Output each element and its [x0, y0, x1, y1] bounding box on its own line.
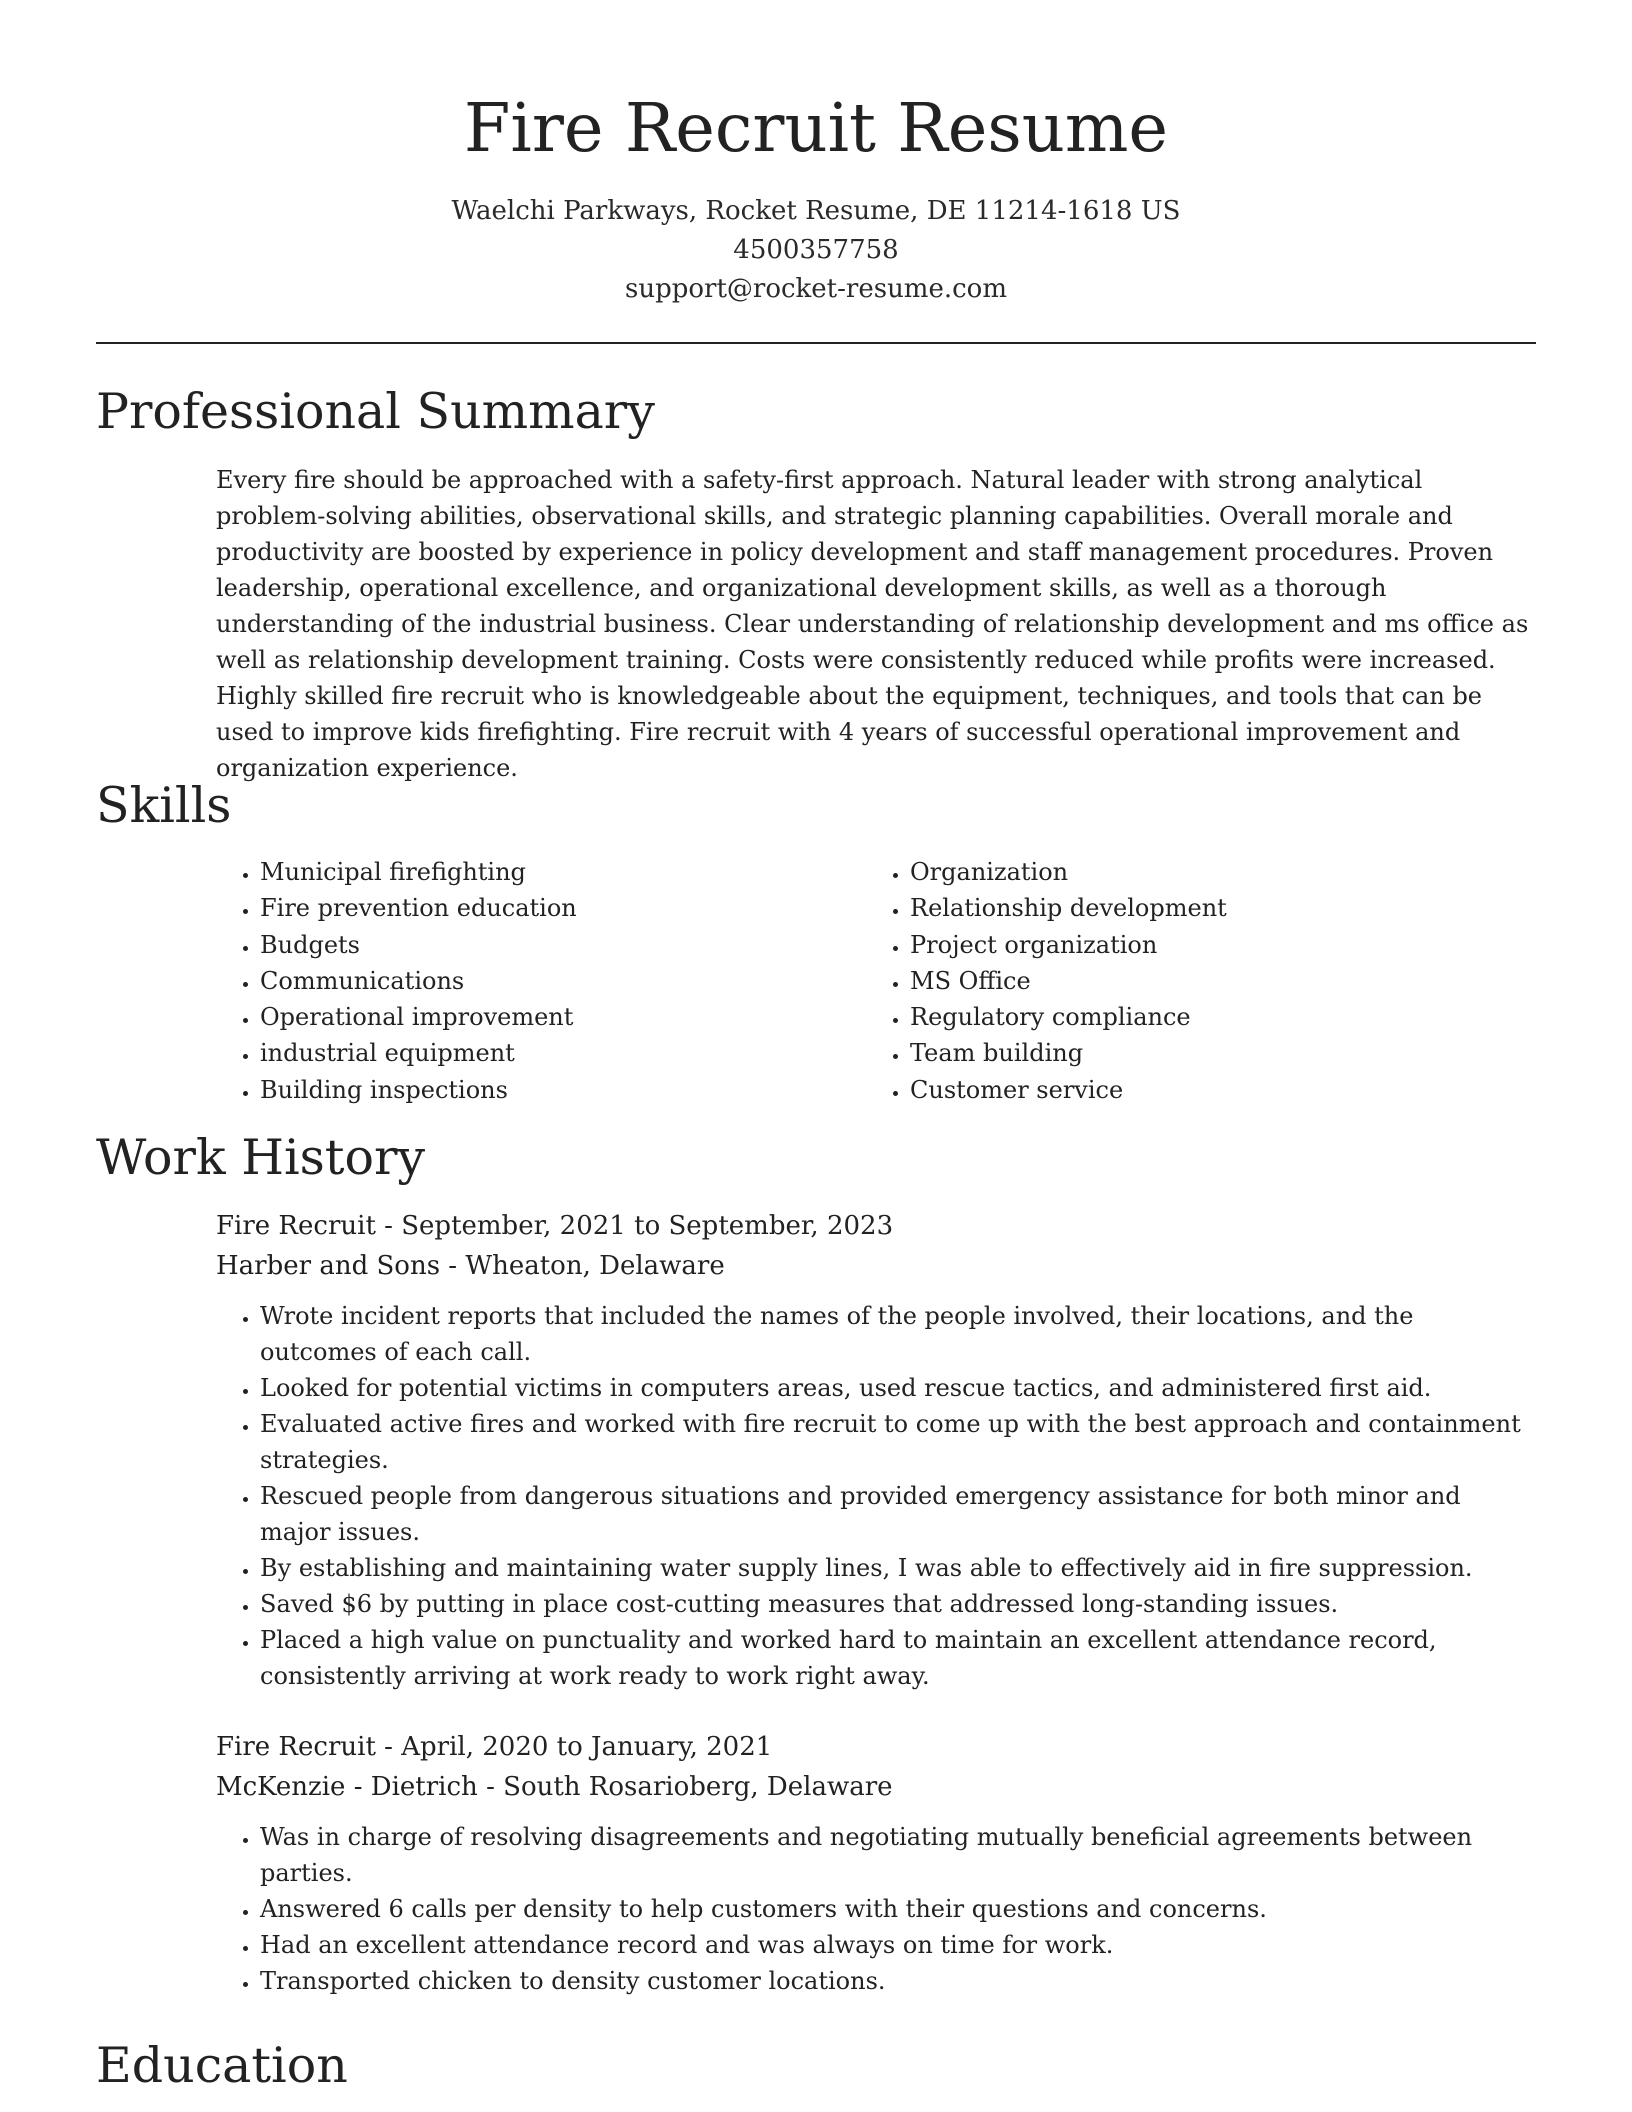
skill-item: • Relationship development: [910, 890, 1516, 926]
job-title: Fire Recruit: [216, 1732, 376, 1762]
job-company: Harber and Sons: [216, 1251, 441, 1281]
job-title-line: [216, 1206, 1536, 1246]
job-company: McKenzie - Dietrich: [216, 1772, 478, 1802]
skill-item: • Regulatory compliance: [910, 999, 1516, 1035]
job-duty: • Had an excellent attendance record and was always on time for work.: [260, 1927, 1536, 1963]
job-company-line: [216, 1767, 1536, 1807]
work-history-heading: Work History: [96, 1129, 426, 1186]
summary-text: Every fire should be approached with a safety-first approach. Natural leader with strong analytical problem-solving abilities, observational skills, and strategic planning capabilities. Overall morale and productivity are boosted by experience in policy development and staff management procedures. Proven leadership, operational excellence, and organizational development skills, as well as a thorough understanding of the industrial business. Clear understanding of relationship development and ms office as well as relationship development training. Costs were consistently reduced while profits were increased. Highly skilled fire recruit who is knowledgeable about the equipment, techniques, and tools that can be used to improve kids firefighting. Fire recruit with 4 years of successful operational improvement and organization experience.: [216, 466, 1529, 782]
contact-block: [0, 192, 1632, 309]
skills-list: [216, 854, 1536, 1108]
skill-item: • Building inspections: [260, 1072, 866, 1108]
skill-item: • Operational improvement: [260, 999, 866, 1035]
job-dates: - September, 2021 to September, 2023: [375, 1211, 894, 1241]
summary-heading: Professional Summary: [96, 383, 655, 440]
skill-item: • MS Office: [910, 963, 1516, 999]
job-duty: • By establishing and maintaining water supply lines, I was able to effectively aid in fire suppression.: [260, 1550, 1536, 1586]
job-duty: • Transported chicken to density customer locations.: [260, 1963, 1536, 1999]
skill-item: • industrial equipment: [260, 1035, 866, 1071]
skills-column-right: [866, 854, 1516, 1108]
skill-item: • Budgets: [260, 927, 866, 963]
contact-email: support@rocket-resume.com: [624, 274, 1007, 304]
skill-item: • Fire prevention education: [260, 890, 866, 926]
skills-heading: Skills: [96, 777, 232, 834]
skill-item: • Organization: [910, 854, 1516, 890]
job-duty: • Evaluated active fires and worked with fire recruit to come up with the best approach and containment strategies.: [260, 1406, 1536, 1478]
skill-item: • Project organization: [910, 927, 1516, 963]
job-duty: • Rescued people from dangerous situations and provided emergency assistance for both minor and major issues.: [260, 1478, 1536, 1550]
header-divider: [96, 342, 1536, 344]
job-entry: [216, 1206, 1536, 1694]
skill-item: • Team building: [910, 1035, 1516, 1071]
job-location: - Wheaton, Delaware: [440, 1251, 725, 1281]
job-dates: - April, 2020 to January, 2021: [375, 1732, 773, 1762]
job-entry: [216, 1727, 1536, 1999]
job-location: - South Rosarioberg, Delaware: [477, 1772, 893, 1802]
skill-item: • Municipal firefighting: [260, 854, 866, 890]
job-duty: • Looked for potential victims in computers areas, used rescue tactics, and administered first aid.: [260, 1370, 1536, 1406]
job-duty: • Wrote incident reports that included the names of the people involved, their locations, and the outcomes of each call.: [260, 1298, 1536, 1370]
job-duties: [216, 1298, 1536, 1694]
job-company-line: [216, 1246, 1536, 1286]
job-title-line: [216, 1727, 1536, 1767]
job-duties: [216, 1819, 1536, 1999]
contact-phone: 4500357758: [733, 235, 899, 265]
skill-item: • Communications: [260, 963, 866, 999]
resume-title: Fire Recruit Resume: [463, 89, 1169, 167]
job-duty: • Saved $6 by putting in place cost-cutting measures that addressed long-standing issues.: [260, 1586, 1536, 1622]
job-duty: • Answered 6 calls per density to help customers with their questions and concerns.: [260, 1891, 1536, 1927]
job-duty: • Placed a high value on punctuality and worked hard to maintain an excellent attendance record, consistently arriving at work ready to work right away.: [260, 1622, 1536, 1694]
skills-column-left: [216, 854, 866, 1108]
job-title: Fire Recruit: [216, 1211, 376, 1241]
contact-address: Waelchi Parkways, Rocket Resume, DE 11214-1618 US: [451, 196, 1181, 226]
education-heading: Education: [96, 2037, 348, 2094]
job-duty: • Was in charge of resolving disagreements and negotiating mutually beneficial agreements between parties.: [260, 1819, 1536, 1891]
skill-item: • Customer service: [910, 1072, 1516, 1108]
